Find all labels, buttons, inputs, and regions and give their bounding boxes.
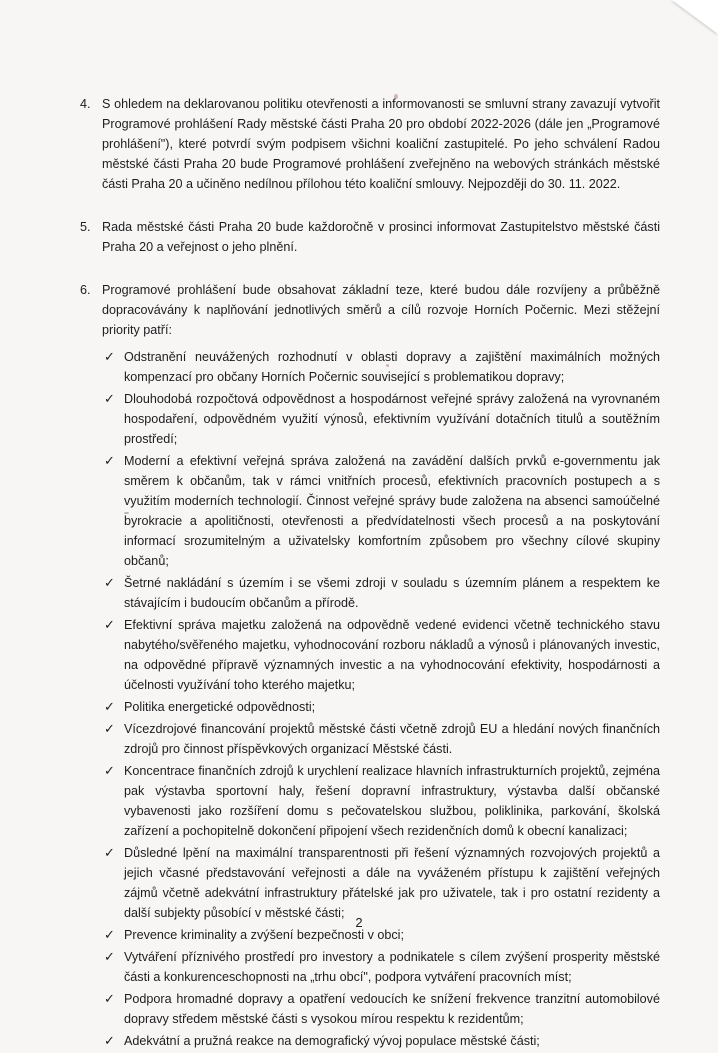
priority-item [104,947,660,987]
priority-item [104,451,660,571]
check-icon: ✓ [104,699,115,714]
check-icon: ✓ [104,1033,115,1048]
page-corner-fold [672,0,718,34]
priority-text: Vytváření příznivého prostředí pro investory a podnikatele s cílem zvýšení prosperity městské části a konkurenceschopnosti na „trhu obcí", podpora vytváření pracovních míst; [124,950,660,984]
paragraph-text: S ohledem na deklarovanou politiku otevřenosti a informovanosti se smluvní strany zavazují vytvořit Programové prohlášení Rady městské části Praha 20 pro období 2022-2026 (dále jen „Programové prohlášení"), které potvrdí svým podpisem všichni koaliční zastupitelé. Po jeho schválení Radou městské části Praha 20 bude Programové prohlášení zveřejněno na webových stránkách městské části Praha 20 a učiněno nedílnou přílohou této koaliční smlouvy. Nejpozději do 30. 11. 2022. [102,97,660,191]
check-icon: ✓ [104,349,115,364]
paragraph-number: 6. [80,283,91,297]
check-icon: ✓ [104,763,115,778]
paragraph-number: 4. [80,97,91,111]
check-icon: ✓ [104,617,115,632]
numbered-paragraph-5 [80,217,660,257]
paragraph-text: Rada městské části Praha 20 bude každoročně v prosinci informovat Zastupitelstvo městské části Praha 20 a veřejnost o jeho plnění. [102,220,660,254]
priority-item [104,719,660,759]
check-icon: ✓ [104,391,115,406]
page-number: 2 [355,915,363,930]
priority-item [104,989,660,1029]
priority-item [104,347,660,387]
priority-list [80,347,660,1051]
priority-item [104,389,660,449]
priority-item [104,843,660,923]
priority-item [104,761,660,841]
priority-item [104,1031,660,1051]
check-icon: ✓ [104,575,115,590]
priority-item [104,615,660,695]
check-icon: ✓ [104,949,115,964]
priority-text: Podpora hromadné dopravy a opatření vedoucích ke snížení frekvence tranzitní automobilové dopravy středem městské části s vysokou mírou respektu k rezidentům; [124,992,660,1026]
paragraph-text: Programové prohlášení bude obsahovat základní teze, které budou dále rozvíjeny a průběžně dopracovávány k naplňování jednotlivých směrů a cílů rozvoje Horních Počernic. Mezi stěžejní priority patří: [102,283,660,337]
paragraph-number: 5. [80,220,91,234]
priority-text: Důsledné lpění na maximální transparentnosti při řešení významných rozvojových projektů a jejich včasné představování veřejnosti a dále na vyváženém přístupu k zajištění veřejných zájmů včetně adekvátní infrastruktury přátelské jak pro uživatele, tak i pro ostatní rezidenty a další subjekty působící v městské části; [124,846,660,920]
priority-text: Koncentrace finančních zdrojů k urychlení realizace hlavních infrastrukturních projektů, zejména pak výstavba sportovní haly, řešení dopravní infrastruktury, výstavba další občanské vybavenosti jako rozšíření domu s pečovatelskou službou, poliklinika, parkování, školská zařízení a pochopitelně dokončení připojení všech rezidenčních domů k obecní kanalizaci; [124,764,660,838]
priority-text: Vícezdrojové financování projektů městské části včetně zdrojů EU a hledání nových finančních zdrojů pro činnost příspěvkových organizací Městské části. [124,722,660,756]
priority-text: Odstranění neuvážených rozhodnutí v oblasti dopravy a zajištění maximálních možných kompenzací pro občany Horních Počernic související s problematikou dopravy; [124,350,660,384]
priority-text: Moderní a efektivní veřejná správa založená na zavádění dalších prvků e-governmentu jak směrem k občanům, tak v rámci vnitřních procesů, efektivních pracovních postupech a s využitím moderních technologií. Činnost veřejné správy bude založena na absenci samoúčelné byrokracie a apolitičnosti, otevřenosti a předvídatelnosti všech procesů a na poskytování informací srozumitelným a uživatelsky komfortním způsobem pro všechny cílové skupiny občanů; [124,454,660,568]
check-icon: ✓ [104,721,115,736]
numbered-paragraph-6 [80,280,660,340]
priority-text: Šetrné nakládání s územím i se všemi zdroji v souladu s územním plánem a respektem ke stávajícím i budoucím občanům a přírodě. [124,576,660,610]
priority-text: Prevence kriminality a zvýšení bezpečnosti v obci; [124,928,404,942]
check-icon: ✓ [104,927,115,942]
priority-text: Dlouhodobá rozpočtová odpovědnost a hospodárnost veřejné správy založená na vyrovnaném hospodaření, odpovědném využití výnosů, efektivním využívání dotačních titulů a soutěžním prostředí; [124,392,660,446]
document-body [80,94,660,1053]
check-icon: ✓ [104,845,115,860]
priority-text: Efektivní správa majetku založená na odpovědně vedené evidenci včetně technického stavu nabytého/svěřeného majetku, vyhodnocování rozboru nákladů a výnosů i plánovaných investic, na odpovědné přípravě významných investic a na vyhodnocování efektivity, hospodárnosti a účelnosti využívání toho kterého majetku; [124,618,660,692]
priority-text: Adekvátní a pružná reakce na demografický vývoj populace městské části; [124,1034,540,1048]
priority-item [104,697,660,717]
check-icon: ✓ [104,991,115,1006]
priority-text: Politika energetické odpovědnosti; [124,700,316,714]
priority-item [104,573,660,613]
check-icon: ✓ [104,453,115,468]
numbered-paragraph-4 [80,94,660,194]
